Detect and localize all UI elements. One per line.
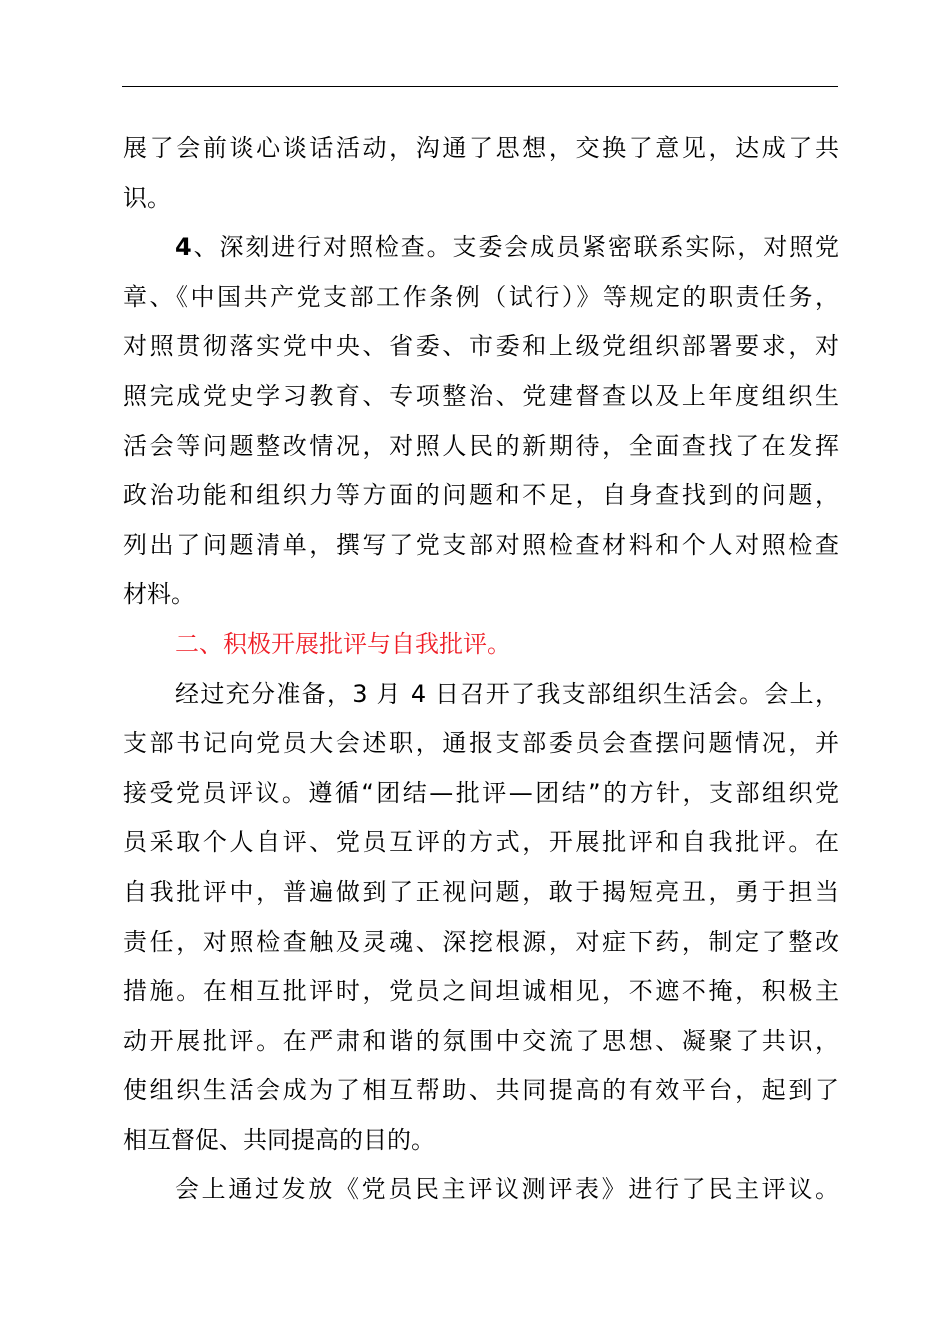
paragraph-criticism bbox=[123, 670, 839, 1166]
text-line: 动开展批评。在严肃和谐的氛围中交流了思想、凝聚了共识， bbox=[123, 1026, 839, 1055]
text-line: 措施。在相互批评时，党员之间坦诚相见，不遮不掩，积极主 bbox=[123, 977, 839, 1006]
paragraph-evaluation bbox=[123, 1165, 839, 1215]
text-line: 责任，对照检查触及灵魂、深挖根源，对症下药，制定了整改 bbox=[123, 927, 839, 956]
document-body bbox=[123, 124, 839, 1215]
text-line bbox=[123, 223, 839, 273]
paragraph-talks bbox=[123, 124, 839, 223]
text-line: 材料。 bbox=[123, 580, 195, 609]
text-line: 照完成党史学习教育、专项整治、党建督查以及上年度组织生 bbox=[123, 381, 839, 410]
text-line: 政治功能和组织力等方面的问题和不足，自身查找到的问题， bbox=[123, 481, 839, 510]
text-line: 识。 bbox=[123, 183, 171, 212]
paragraph-self-check bbox=[123, 223, 839, 620]
text-line: 员采取个人自评、党员互评的方式，开展批评和自我批评。在 bbox=[123, 828, 839, 857]
text-line: 活会等问题整改情况，对照人民的新期待，全面查找了在发挥 bbox=[123, 431, 839, 460]
section-heading: 二、积极开展批评与自我批评。 bbox=[175, 629, 511, 658]
text-line: 章、《中国共产党支部工作条例（试行）》等规定的职责任务， bbox=[123, 282, 839, 311]
text-run: 、深刻进行对照检查。支委会成员紧密联系实际，对照党 bbox=[191, 233, 839, 262]
text-line: 相互督促、共同提高的目的。 bbox=[123, 1125, 435, 1154]
text-line: 接受党员评议。遵循“团结—批评—团结”的方针，支部组织党 bbox=[123, 778, 839, 807]
item-number: 4 bbox=[175, 233, 192, 262]
text-line: 展了会前谈心谈话活动，沟通了思想，交换了意见，达成了共 bbox=[123, 134, 839, 162]
text-line: 自我批评中，普遍做到了正视问题，敢于揭短亮丑，勇于担当 bbox=[123, 877, 839, 906]
text-line: 会上通过发放《党员民主评议测评表》进行了民主评议。 bbox=[175, 1175, 839, 1204]
text-line: 使组织生活会成为了相互帮助、共同提高的有效平台，起到了 bbox=[123, 1076, 839, 1105]
text-line: 经过充分准备，3 月 4 日召开了我支部组织生活会。会上， bbox=[175, 679, 839, 708]
text-line: 列出了问题清单，撰写了党支部对照检查材料和个人对照检查 bbox=[123, 530, 839, 559]
text-line: 支部书记向党员大会述职，通报支部委员会查摆问题情况，并 bbox=[123, 729, 839, 758]
text-line: 对照贯彻落实党中央、省委、市委和上级党组织部署要求，对 bbox=[123, 332, 839, 361]
header-rule bbox=[122, 86, 838, 87]
